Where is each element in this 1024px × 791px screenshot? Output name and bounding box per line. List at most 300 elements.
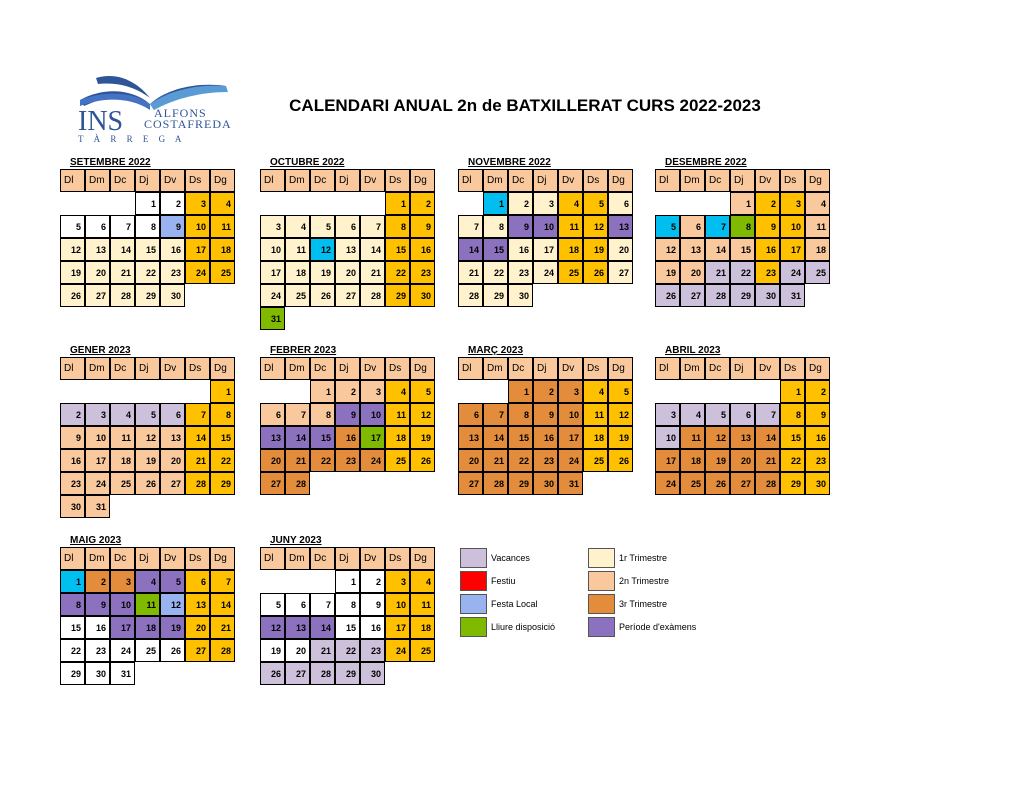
day-cell: 2 <box>335 380 360 403</box>
day-cell: 20 <box>185 616 210 639</box>
day-cell: 27 <box>85 284 110 307</box>
month-grid <box>60 169 235 307</box>
day-cell: 6 <box>730 403 755 426</box>
day-cell: 16 <box>60 449 85 472</box>
day-cell: 22 <box>210 449 235 472</box>
school-logo <box>76 72 232 152</box>
weekday-header: Dc <box>705 357 730 380</box>
logo-line1: ALFONS <box>154 106 207 120</box>
weekday-header: Dl <box>655 169 680 192</box>
day-cell: 19 <box>705 449 730 472</box>
day-cell: 6 <box>458 403 483 426</box>
day-cell: 26 <box>410 449 435 472</box>
day-cell: 23 <box>335 449 360 472</box>
day-cell: 3 <box>533 192 558 215</box>
day-cell: 22 <box>385 261 410 284</box>
day-cell: 11 <box>805 215 830 238</box>
day-cell: 24 <box>533 261 558 284</box>
day-cell: 12 <box>60 238 85 261</box>
day-cell: 7 <box>110 215 135 238</box>
day-cell: 25 <box>558 261 583 284</box>
day-cell: 6 <box>335 215 360 238</box>
day-cell: 26 <box>705 472 730 495</box>
day-cell: 9 <box>85 593 110 616</box>
day-cell: 16 <box>160 238 185 261</box>
weekday-header: Dj <box>335 169 360 192</box>
day-cell: 7 <box>755 403 780 426</box>
day-cell: 28 <box>110 284 135 307</box>
day-cell: 28 <box>185 472 210 495</box>
weekday-header: Dl <box>458 169 483 192</box>
day-cell: 25 <box>285 284 310 307</box>
day-cell: 22 <box>730 261 755 284</box>
weekday-header: Dj <box>335 547 360 570</box>
day-cell: 3 <box>185 192 210 215</box>
day-cell: 28 <box>285 472 310 495</box>
day-cell: 16 <box>508 238 533 261</box>
day-cell: 9 <box>755 215 780 238</box>
day-cell: 6 <box>680 215 705 238</box>
weekday-header: Dj <box>533 357 558 380</box>
day-cell: 4 <box>583 380 608 403</box>
day-cell: 23 <box>533 449 558 472</box>
day-cell: 14 <box>483 426 508 449</box>
legend-label: Període d'exàmens <box>619 622 697 632</box>
day-cell: 21 <box>705 261 730 284</box>
weekday-header: Ds <box>185 547 210 570</box>
day-cell: 13 <box>608 215 633 238</box>
day-cell: 1 <box>780 380 805 403</box>
day-cell: 23 <box>805 449 830 472</box>
day-cell: 26 <box>60 284 85 307</box>
legend <box>460 548 740 648</box>
weekday-header: Dv <box>558 357 583 380</box>
legend-swatch <box>588 571 615 591</box>
day-cell: 14 <box>285 426 310 449</box>
day-cell: 25 <box>385 449 410 472</box>
day-cell: 31 <box>780 284 805 307</box>
weekday-header: Dv <box>755 169 780 192</box>
day-cell: 23 <box>85 639 110 662</box>
day-cell: 7 <box>285 403 310 426</box>
day-cell: 23 <box>410 261 435 284</box>
day-cell: 19 <box>583 238 608 261</box>
day-cell: 6 <box>185 570 210 593</box>
legend-swatch <box>588 617 615 637</box>
day-cell: 12 <box>655 238 680 261</box>
day-cell: 5 <box>310 215 335 238</box>
day-cell: 11 <box>558 215 583 238</box>
day-cell: 13 <box>185 593 210 616</box>
day-cell: 13 <box>85 238 110 261</box>
weekday-header: Dl <box>655 357 680 380</box>
day-cell: 26 <box>310 284 335 307</box>
month-name: SETEMBRE 2022 <box>70 157 151 168</box>
weekday-header: Dj <box>533 169 558 192</box>
day-cell: 9 <box>533 403 558 426</box>
day-cell: 8 <box>310 403 335 426</box>
month-calendar <box>655 344 831 495</box>
weekday-header: Dg <box>410 547 435 570</box>
day-cell: 22 <box>335 639 360 662</box>
day-cell: 30 <box>805 472 830 495</box>
legend-item <box>588 594 667 614</box>
weekday-header: Ds <box>385 169 410 192</box>
day-cell: 30 <box>160 284 185 307</box>
weekday-header: Dv <box>160 169 185 192</box>
weekday-header: Dm <box>483 357 508 380</box>
logo-ins-text: INS <box>78 106 124 137</box>
day-cell: 29 <box>60 662 85 685</box>
day-cell: 21 <box>310 639 335 662</box>
day-cell: 7 <box>185 403 210 426</box>
day-cell: 22 <box>135 261 160 284</box>
day-cell: 22 <box>483 261 508 284</box>
weekday-header: Dl <box>458 357 483 380</box>
day-cell: 9 <box>508 215 533 238</box>
weekday-header: Ds <box>583 169 608 192</box>
weekday-header: Dg <box>608 357 633 380</box>
day-cell: 21 <box>458 261 483 284</box>
month-grid <box>260 547 435 685</box>
day-cell: 1 <box>385 192 410 215</box>
day-cell: 18 <box>805 238 830 261</box>
day-cell: 12 <box>583 215 608 238</box>
day-cell: 27 <box>608 261 633 284</box>
weekday-header: Dg <box>410 357 435 380</box>
day-cell: 17 <box>110 616 135 639</box>
weekday-header: Dj <box>335 357 360 380</box>
month-grid <box>260 169 435 330</box>
day-cell: 25 <box>583 449 608 472</box>
day-cell: 30 <box>508 284 533 307</box>
day-cell: 10 <box>185 215 210 238</box>
day-cell: 23 <box>60 472 85 495</box>
day-cell: 26 <box>160 639 185 662</box>
day-cell: 15 <box>60 616 85 639</box>
day-cell: 24 <box>360 449 385 472</box>
day-cell: 29 <box>730 284 755 307</box>
month-name: JUNY 2023 <box>270 535 322 546</box>
legend-label: Vacances <box>491 553 530 563</box>
day-cell: 5 <box>583 192 608 215</box>
day-cell: 10 <box>385 593 410 616</box>
day-cell: 17 <box>655 449 680 472</box>
weekday-header: Dl <box>260 169 285 192</box>
weekday-header: Dm <box>680 357 705 380</box>
day-cell: 21 <box>755 449 780 472</box>
day-cell: 2 <box>60 403 85 426</box>
day-cell: 7 <box>705 215 730 238</box>
weekday-header: Dv <box>360 169 385 192</box>
day-cell: 28 <box>310 662 335 685</box>
day-cell: 2 <box>360 570 385 593</box>
weekday-header: Dc <box>110 357 135 380</box>
day-cell: 9 <box>360 593 385 616</box>
day-cell: 1 <box>210 380 235 403</box>
day-cell: 27 <box>185 639 210 662</box>
legend-swatch <box>460 571 487 591</box>
month-grid <box>60 357 235 518</box>
month-name: GENER 2023 <box>70 345 131 356</box>
weekday-header: Dv <box>360 357 385 380</box>
day-cell: 1 <box>730 192 755 215</box>
weekday-header: Dc <box>310 547 335 570</box>
weekday-header: Dm <box>680 169 705 192</box>
day-cell: 18 <box>680 449 705 472</box>
day-cell: 16 <box>85 616 110 639</box>
day-cell: 7 <box>210 570 235 593</box>
weekday-header: Dl <box>260 547 285 570</box>
legend-item <box>588 548 667 568</box>
month-grid <box>655 169 830 307</box>
legend-item <box>460 617 555 637</box>
weekday-header: Dc <box>310 357 335 380</box>
day-cell: 5 <box>60 215 85 238</box>
legend-item <box>460 548 530 568</box>
weekday-header: Dm <box>285 169 310 192</box>
day-cell: 18 <box>285 261 310 284</box>
month-grid <box>655 357 830 495</box>
day-cell: 24 <box>385 639 410 662</box>
day-cell: 20 <box>285 639 310 662</box>
legend-label: 2n Trimestre <box>619 576 670 586</box>
legend-swatch <box>588 548 615 568</box>
day-cell: 11 <box>210 215 235 238</box>
day-cell: 27 <box>730 472 755 495</box>
day-cell: 25 <box>410 639 435 662</box>
day-cell: 29 <box>135 284 160 307</box>
day-cell: 6 <box>160 403 185 426</box>
month-name: FEBRER 2023 <box>270 345 337 356</box>
day-cell: 17 <box>85 449 110 472</box>
day-cell: 14 <box>185 426 210 449</box>
legend-label: Festiu <box>491 576 516 586</box>
legend-item <box>588 617 696 637</box>
day-cell: 18 <box>135 616 160 639</box>
day-cell: 9 <box>410 215 435 238</box>
day-cell: 4 <box>135 570 160 593</box>
day-cell: 8 <box>210 403 235 426</box>
day-cell: 31 <box>110 662 135 685</box>
day-cell: 19 <box>655 261 680 284</box>
day-cell: 17 <box>533 238 558 261</box>
day-cell: 10 <box>260 238 285 261</box>
day-cell: 30 <box>360 662 385 685</box>
day-cell: 5 <box>410 380 435 403</box>
day-cell: 10 <box>85 426 110 449</box>
day-cell: 19 <box>410 426 435 449</box>
day-cell: 25 <box>135 639 160 662</box>
day-cell: 12 <box>705 426 730 449</box>
weekday-header: Dl <box>260 357 285 380</box>
day-cell: 28 <box>360 284 385 307</box>
day-cell: 7 <box>458 215 483 238</box>
day-cell: 12 <box>160 593 185 616</box>
weekday-header: Dg <box>410 169 435 192</box>
weekday-header: Dc <box>110 169 135 192</box>
day-cell: 23 <box>755 261 780 284</box>
day-cell: 2 <box>533 380 558 403</box>
day-cell: 29 <box>335 662 360 685</box>
day-cell: 16 <box>410 238 435 261</box>
day-cell: 17 <box>558 426 583 449</box>
logo-line2: COSTAFREDA <box>144 117 232 131</box>
day-cell: 17 <box>360 426 385 449</box>
day-cell: 1 <box>483 192 508 215</box>
day-cell: 4 <box>805 192 830 215</box>
weekday-header: Dj <box>730 357 755 380</box>
day-cell: 13 <box>335 238 360 261</box>
day-cell: 16 <box>335 426 360 449</box>
day-cell: 4 <box>410 570 435 593</box>
day-cell: 5 <box>705 403 730 426</box>
month-grid <box>260 357 435 495</box>
weekday-header: Dv <box>558 169 583 192</box>
weekday-header: Ds <box>780 357 805 380</box>
legend-label: 1r Trimestre <box>619 553 668 563</box>
day-cell: 14 <box>310 616 335 639</box>
day-cell: 26 <box>583 261 608 284</box>
day-cell: 9 <box>60 426 85 449</box>
day-cell: 25 <box>805 261 830 284</box>
logo-name <box>144 108 232 130</box>
day-cell: 24 <box>558 449 583 472</box>
day-cell: 14 <box>755 426 780 449</box>
day-cell: 24 <box>85 472 110 495</box>
weekday-header: Ds <box>780 169 805 192</box>
day-cell: 26 <box>260 662 285 685</box>
page-title: CALENDARI ANUAL 2n de BATXILLERAT CURS 2022-2023 <box>289 96 761 115</box>
day-cell: 20 <box>85 261 110 284</box>
day-cell: 17 <box>260 261 285 284</box>
day-cell: 11 <box>110 426 135 449</box>
day-cell: 30 <box>60 495 85 518</box>
day-cell: 11 <box>680 426 705 449</box>
day-cell: 31 <box>85 495 110 518</box>
day-cell: 4 <box>210 192 235 215</box>
day-cell: 10 <box>780 215 805 238</box>
day-cell: 15 <box>508 426 533 449</box>
legend-swatch <box>460 617 487 637</box>
day-cell: 15 <box>335 616 360 639</box>
day-cell: 14 <box>705 238 730 261</box>
day-cell: 19 <box>608 426 633 449</box>
day-cell: 21 <box>110 261 135 284</box>
day-cell: 22 <box>310 449 335 472</box>
day-cell: 29 <box>385 284 410 307</box>
day-cell: 4 <box>285 215 310 238</box>
day-cell: 3 <box>260 215 285 238</box>
day-cell: 14 <box>360 238 385 261</box>
day-cell: 27 <box>260 472 285 495</box>
day-cell: 1 <box>335 570 360 593</box>
day-cell: 18 <box>385 426 410 449</box>
day-cell: 31 <box>260 307 285 330</box>
day-cell: 12 <box>410 403 435 426</box>
month-grid <box>458 169 633 307</box>
day-cell: 28 <box>483 472 508 495</box>
day-cell: 11 <box>410 593 435 616</box>
month-calendar <box>655 156 831 307</box>
day-cell: 2 <box>755 192 780 215</box>
weekday-header: Dc <box>508 169 533 192</box>
day-cell: 13 <box>160 426 185 449</box>
weekday-header: Dm <box>85 547 110 570</box>
weekday-header: Dg <box>210 169 235 192</box>
day-cell: 3 <box>558 380 583 403</box>
day-cell: 10 <box>360 403 385 426</box>
day-cell: 1 <box>60 570 85 593</box>
weekday-header: Ds <box>385 357 410 380</box>
day-cell: 26 <box>608 449 633 472</box>
day-cell: 2 <box>85 570 110 593</box>
legend-item <box>588 571 669 591</box>
weekday-header: Dj <box>135 169 160 192</box>
day-cell: 30 <box>410 284 435 307</box>
day-cell: 25 <box>210 261 235 284</box>
day-cell: 6 <box>260 403 285 426</box>
day-cell: 25 <box>680 472 705 495</box>
day-cell: 30 <box>755 284 780 307</box>
day-cell: 15 <box>310 426 335 449</box>
day-cell: 19 <box>160 616 185 639</box>
day-cell: 13 <box>260 426 285 449</box>
day-cell: 1 <box>310 380 335 403</box>
month-calendar <box>458 156 634 307</box>
day-cell: 4 <box>385 380 410 403</box>
day-cell: 26 <box>655 284 680 307</box>
day-cell: 27 <box>160 472 185 495</box>
weekday-header: Dm <box>85 169 110 192</box>
day-cell: 16 <box>360 616 385 639</box>
day-cell: 28 <box>458 284 483 307</box>
day-cell: 4 <box>110 403 135 426</box>
day-cell: 5 <box>260 593 285 616</box>
logo-town: T À R R E G A <box>78 134 186 144</box>
day-cell: 12 <box>135 426 160 449</box>
day-cell: 18 <box>410 616 435 639</box>
weekday-header: Dl <box>60 357 85 380</box>
day-cell: 15 <box>385 238 410 261</box>
day-cell: 23 <box>160 261 185 284</box>
day-cell: 3 <box>360 380 385 403</box>
weekday-header: Dc <box>705 169 730 192</box>
day-cell: 17 <box>385 616 410 639</box>
weekday-header: Dv <box>160 357 185 380</box>
day-cell: 15 <box>483 238 508 261</box>
legend-swatch <box>588 594 615 614</box>
day-cell: 3 <box>85 403 110 426</box>
day-cell: 27 <box>680 284 705 307</box>
weekday-header: Dg <box>608 169 633 192</box>
day-cell: 8 <box>60 593 85 616</box>
day-cell: 16 <box>755 238 780 261</box>
day-cell: 9 <box>160 215 185 238</box>
legend-swatch <box>460 548 487 568</box>
day-cell: 28 <box>755 472 780 495</box>
day-cell: 15 <box>210 426 235 449</box>
day-cell: 5 <box>655 215 680 238</box>
weekday-header: Dv <box>755 357 780 380</box>
day-cell: 20 <box>608 238 633 261</box>
day-cell: 29 <box>483 284 508 307</box>
day-cell: 1 <box>508 380 533 403</box>
day-cell: 16 <box>533 426 558 449</box>
legend-item <box>460 571 516 591</box>
month-calendar <box>260 344 436 495</box>
day-cell: 27 <box>285 662 310 685</box>
